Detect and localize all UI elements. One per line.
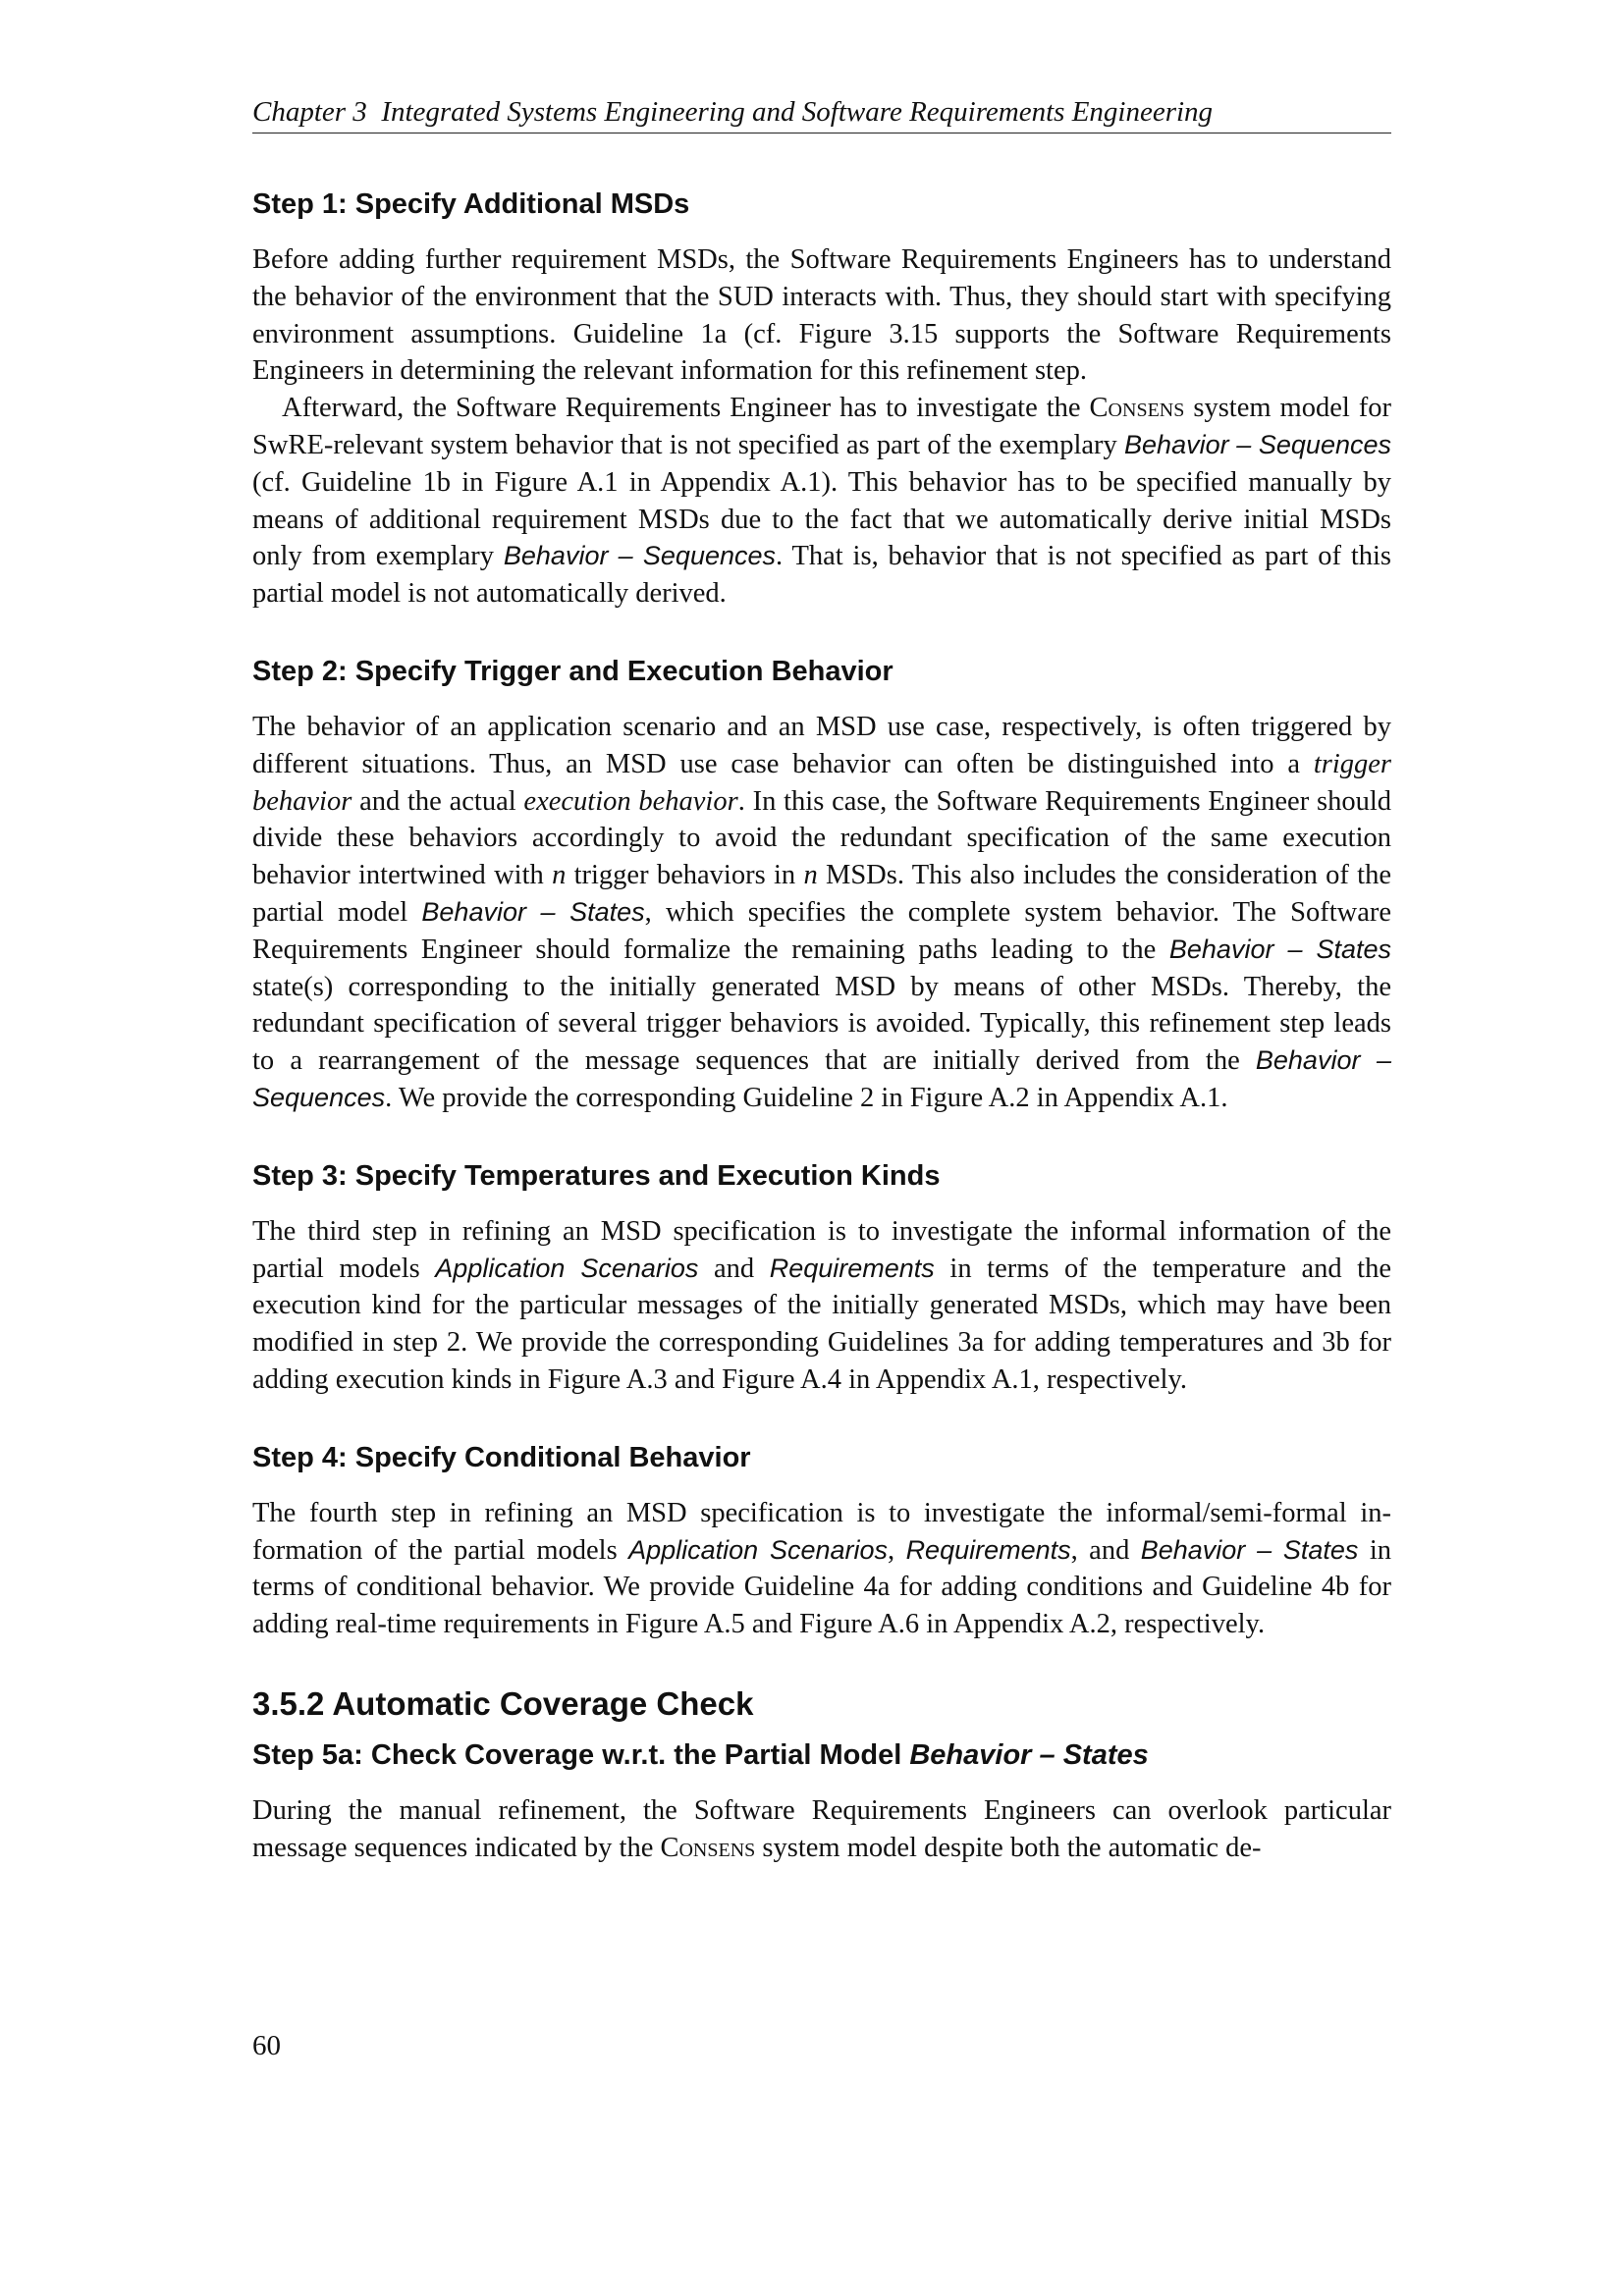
step3-paragraph: The third step in refining an MSD specification is to investigate the informal information of the partial models Application Scenarios and Requirements in terms of the temperature and the execution kind for the particular messages of the initially generated MSDs, which may have been modified in step 2. We provide the corresponding Guidelines 3a for adding temperatures and 3b for adding execution kinds in Figure A.3 and Figure A.4 in Appendix A.1, respectively. [252,1215,1391,1395]
math-variable: n [552,860,567,891]
math-variable: n [803,860,818,891]
section-block [252,1684,1391,1724]
step5a-heading: Step 5a: Check Coverage w.r.t. the Partial Model Behavior – States [252,1738,1149,1771]
step1-paragraph-1: Before adding further requirement MSDs, the Software Requirements Engineers has to understand the behavior of the environment that the SUD interacts with. Thus, they should start with specifying environment assumptions. Guideline 1a (cf. Figure 3.15 supports the Software Requirements Engineers in determining the relevant information for this refinement step. [252,244,1391,387]
model-term: Behavior – States [1140,1534,1359,1565]
header-title: Integrated Systems Engineering and Software Requirements Engineering [381,96,1214,128]
model-term: Requirements [905,1534,1071,1565]
step3-block [252,1158,1391,1399]
step1-block [252,187,1391,613]
step1-paragraph-2: Afterward, the Software Requirements Engineer has to investigate the Consens system model for SwRE-relevant system behavior that is not specified as part of the exemplary Behavior – Sequences (cf. Guideline 1b in Figure A.1 in Appendix A.1). This behavior has to be specified manually by means of additional requirement MSDs due to the fact that we automatically derive initial MSDs only from exemplary Behavior – Sequences. That is, behavior that is not specified as part of this partial model is not automatically derived. [252,393,1392,610]
model-term: Behavior – States [421,896,645,927]
heading-model-term: Behavior – States [909,1738,1149,1771]
model-term: Application Scenarios [628,1534,889,1565]
consens-term: Consens [660,1832,756,1863]
consens-term: Consens [1089,393,1185,424]
model-term: Requirements [769,1253,935,1283]
step5a-block [252,1737,1391,1867]
step4-block [252,1440,1391,1643]
step4-heading: Step 4: Specify Conditional Behavior [252,1441,751,1473]
step3-heading: Step 3: Specify Temperatures and Execution Kinds [252,1159,941,1192]
model-term: Behavior – Sequences [1124,429,1391,459]
emphasis-term: trigger behavior [252,748,1391,817]
page-content [252,187,1391,1908]
model-term: Behavior – Sequences [252,1045,1392,1112]
model-term: Application Scenarios [435,1253,699,1283]
section-heading: 3.5.2 Automatic Coverage Check [252,1684,754,1722]
emphasis-term: execution behavior [523,785,738,817]
model-term: Behavior – States [1168,934,1391,964]
model-term: Behavior – Sequences [503,541,777,571]
step2-paragraph: The behavior of an application scenario and an MSD use case, respectively, is often triggered by different situations. Thus, an MSD use case behavior can often be distinguished into a trigger behavior and the actual execution behavior. In this case, the Software Requirements Engineer should divide these behaviors accordingly to avoid the redundant specification of the same execution behavior intertwined with n trigger behaviors in n MSDs. This also includes the consideration of the partial model Behavior – States, which specifies the complete system behavior. The Software Requirements Engineer should formalize the remaining paths leading to the Behavior – States state(s) corresponding to the initially generated MSD by means of other MSDs. Thereby, the redundant specification of several trigger behaviors is avoided. Typically, this refinement step leads to a rearrangement of the message sequences that are initially derived from the Behavior – Sequences. We provide the corresponding Guideline 2 in Figure A.2 in Appendix A.1. [252,711,1392,1113]
step2-heading: Step 2: Specify Trigger and Execution Behavior [252,655,893,687]
step5a-paragraph: During the manual refinement, the Software Requirements Engineers can overlook particular message sequences indicated by the Consens system model despite both the automatic de- [252,1794,1391,1863]
page-number: 60 [252,2030,281,2061]
running-header [252,94,1391,133]
step2-block [252,654,1391,1117]
step4-paragraph: The fourth step in refining an MSD specification is to investigate the informal/semi-formal information of the partial models Application Scenarios, Requirements, and Behavior – States in terms of conditional behavior. We provide Guideline 4a for adding conditions and Guideline 4b for adding real-time requirements in Figure A.5 and Figure A.6 in Appendix A.2, respectively. [252,1497,1391,1640]
step1-heading: Step 1: Specify Additional MSDs [252,188,690,220]
header-chapter: Chapter 3 [252,96,367,128]
